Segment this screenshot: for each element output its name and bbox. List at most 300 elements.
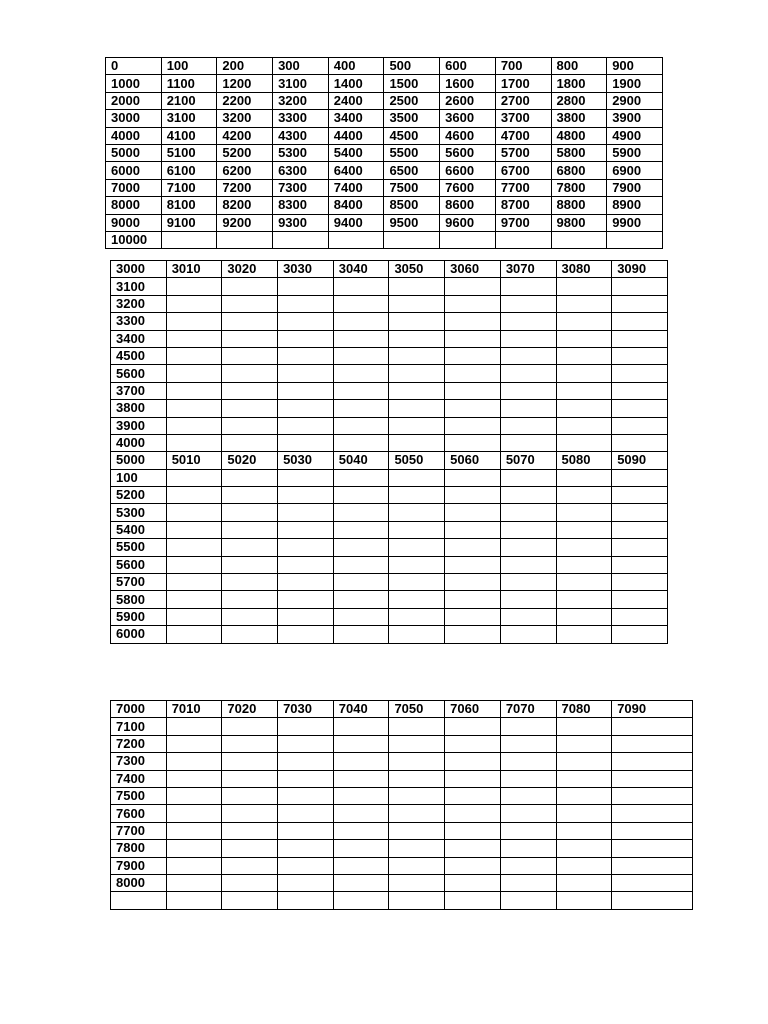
table-cell <box>278 487 334 504</box>
table-cell: 4900 <box>607 127 663 144</box>
table-cell <box>333 574 389 591</box>
table-cell: 4000 <box>106 127 162 144</box>
table-cell: 3800 <box>551 110 607 127</box>
table-cell <box>166 487 222 504</box>
table-row <box>111 718 693 735</box>
table-cell <box>333 434 389 451</box>
table-row <box>111 787 693 804</box>
table-cell <box>612 857 693 874</box>
table-cell: 900 <box>607 58 663 75</box>
table-cell: 8300 <box>273 197 329 214</box>
table-cell <box>389 822 445 839</box>
table-cell <box>333 892 389 909</box>
table-row <box>111 608 668 625</box>
table-cell: 7020 <box>222 701 278 718</box>
table-cell <box>166 330 222 347</box>
table-cell <box>389 330 445 347</box>
table-cell: 6400 <box>328 162 384 179</box>
table-cell <box>612 295 668 312</box>
table-cell <box>166 313 222 330</box>
table-row <box>111 556 668 573</box>
table-cell: 5600 <box>440 144 496 161</box>
table-row <box>106 179 663 196</box>
table-cell: 3300 <box>111 313 167 330</box>
table-cell <box>278 840 334 857</box>
table-cell: 1100 <box>161 75 217 92</box>
table-cell: 2500 <box>384 92 440 109</box>
table-cell: 3100 <box>273 75 329 92</box>
table-cell <box>612 805 693 822</box>
table-cell: 3000 <box>111 261 167 278</box>
table-row <box>106 214 663 231</box>
table-cell: 700 <box>495 58 551 75</box>
table-cell <box>500 417 556 434</box>
table-cell <box>612 330 668 347</box>
table-cell <box>333 718 389 735</box>
table-row <box>111 261 668 278</box>
table-cell <box>384 231 440 248</box>
table-cell <box>556 556 612 573</box>
table-cell: 3100 <box>111 278 167 295</box>
table-cell <box>278 469 334 486</box>
table-cell <box>445 753 501 770</box>
table-cell: 9200 <box>217 214 273 231</box>
table-cell <box>166 787 222 804</box>
table-cell <box>556 469 612 486</box>
table-cell: 2800 <box>551 92 607 109</box>
table-cell: 200 <box>217 58 273 75</box>
table-cell <box>278 805 334 822</box>
table-cell: 2700 <box>495 92 551 109</box>
table-cell: 4300 <box>273 127 329 144</box>
table-cell <box>612 787 693 804</box>
table-cell: 7300 <box>111 753 167 770</box>
table-cell <box>612 735 693 752</box>
table-cell: 7800 <box>551 179 607 196</box>
table-cell: 3600 <box>440 110 496 127</box>
table-cell: 3900 <box>607 110 663 127</box>
table-cell <box>556 295 612 312</box>
table-cell: 3400 <box>328 110 384 127</box>
table-cell <box>556 574 612 591</box>
table-cell: 6300 <box>273 162 329 179</box>
table-cell <box>500 556 556 573</box>
table-cell <box>222 278 278 295</box>
table-cell <box>612 400 668 417</box>
table-cell: 7900 <box>607 179 663 196</box>
table-cell: 8000 <box>106 197 162 214</box>
table-row <box>111 347 668 364</box>
table-cell <box>445 805 501 822</box>
table-row <box>111 521 668 538</box>
table-cell <box>500 278 556 295</box>
table-cell: 2400 <box>328 92 384 109</box>
table-cell: 5300 <box>111 504 167 521</box>
table-cell: 5030 <box>278 452 334 469</box>
table-row <box>111 504 668 521</box>
table-cell <box>612 504 668 521</box>
table-cell <box>445 417 501 434</box>
table-cell <box>333 365 389 382</box>
table-cell: 5400 <box>328 144 384 161</box>
table-cell <box>166 718 222 735</box>
table-cell <box>166 626 222 643</box>
table-cell: 4700 <box>495 127 551 144</box>
table-cell: 0 <box>106 58 162 75</box>
table-cell <box>556 857 612 874</box>
table-cell <box>166 591 222 608</box>
table-cell <box>222 347 278 364</box>
table-cell <box>328 231 384 248</box>
table-cell <box>500 822 556 839</box>
table-cell <box>166 417 222 434</box>
table-cell: 3080 <box>556 261 612 278</box>
table-cell: 7500 <box>384 179 440 196</box>
table-row <box>106 110 663 127</box>
table-row <box>111 452 668 469</box>
table-cell <box>556 840 612 857</box>
table-cell <box>612 822 693 839</box>
table-cell <box>556 718 612 735</box>
table-cell <box>500 469 556 486</box>
table-row <box>106 92 663 109</box>
table-cell <box>333 400 389 417</box>
table-cell <box>556 365 612 382</box>
table-cell <box>445 400 501 417</box>
table-cell <box>222 608 278 625</box>
table-cell <box>612 770 693 787</box>
table-cell <box>166 840 222 857</box>
table-cell <box>222 521 278 538</box>
table-row <box>111 487 668 504</box>
table-cell <box>278 330 334 347</box>
table-cell <box>389 787 445 804</box>
table-cell <box>278 608 334 625</box>
table-cell <box>278 626 334 643</box>
table-cell <box>278 521 334 538</box>
table-row <box>111 382 668 399</box>
table-cell: 1900 <box>607 75 663 92</box>
table-cell <box>166 295 222 312</box>
table-cell <box>556 892 612 909</box>
table-cell <box>166 365 222 382</box>
table-cell <box>500 539 556 556</box>
table-cell: 2100 <box>161 92 217 109</box>
table-cell: 7080 <box>556 701 612 718</box>
table-cell <box>551 231 607 248</box>
table-cell <box>222 770 278 787</box>
table-cell: 1800 <box>551 75 607 92</box>
table-cell: 7700 <box>495 179 551 196</box>
table-cell <box>333 787 389 804</box>
table-cell <box>500 735 556 752</box>
table-cell <box>278 313 334 330</box>
table-cell <box>389 539 445 556</box>
table-cell <box>278 735 334 752</box>
table-row <box>111 469 668 486</box>
table-cell <box>612 434 668 451</box>
table-cell <box>166 608 222 625</box>
table-cell: 6200 <box>217 162 273 179</box>
table-cell: 9500 <box>384 214 440 231</box>
table-cell <box>333 382 389 399</box>
table-row <box>106 58 663 75</box>
table-cell: 5800 <box>551 144 607 161</box>
table-cell <box>333 521 389 538</box>
table-cell: 5500 <box>384 144 440 161</box>
table-cell: 3800 <box>111 400 167 417</box>
table-cell: 300 <box>273 58 329 75</box>
table-cell <box>612 718 693 735</box>
table-cell: 8500 <box>384 197 440 214</box>
table-cell <box>445 608 501 625</box>
table-row <box>111 539 668 556</box>
table-cell <box>273 231 329 248</box>
table-row <box>111 365 668 382</box>
table-cell <box>166 556 222 573</box>
table-cell <box>389 591 445 608</box>
table-row <box>111 574 668 591</box>
table-cell <box>500 400 556 417</box>
table-cell <box>445 822 501 839</box>
table-cell <box>495 231 551 248</box>
table-cell: 7100 <box>111 718 167 735</box>
table-cell: 5700 <box>495 144 551 161</box>
table-cell <box>445 347 501 364</box>
tens-chart-3000-6000-table <box>110 260 668 644</box>
table-cell <box>612 574 668 591</box>
table-cell: 7400 <box>111 770 167 787</box>
table-cell <box>612 365 668 382</box>
table-cell <box>222 626 278 643</box>
table-cell: 5020 <box>222 452 278 469</box>
table-cell: 7600 <box>111 805 167 822</box>
table-cell <box>389 417 445 434</box>
table-cell <box>556 805 612 822</box>
table-cell <box>556 504 612 521</box>
table-cell: 4600 <box>440 127 496 144</box>
table-cell <box>333 840 389 857</box>
table-cell <box>389 382 445 399</box>
table-cell: 500 <box>384 58 440 75</box>
table-cell <box>612 874 693 891</box>
table-cell <box>166 278 222 295</box>
table-cell <box>445 504 501 521</box>
table-cell <box>500 787 556 804</box>
table-row <box>111 770 693 787</box>
table-cell <box>440 231 496 248</box>
table-cell: 5070 <box>500 452 556 469</box>
table-cell: 3300 <box>273 110 329 127</box>
table-cell <box>500 857 556 874</box>
table-cell: 3100 <box>161 110 217 127</box>
table-cell: 8700 <box>495 197 551 214</box>
table-cell <box>389 805 445 822</box>
table-cell: 3200 <box>111 295 167 312</box>
table-cell <box>556 735 612 752</box>
table-cell <box>389 347 445 364</box>
table-cell <box>333 608 389 625</box>
table-cell <box>333 278 389 295</box>
table-cell: 6000 <box>106 162 162 179</box>
table-cell <box>500 295 556 312</box>
table-cell <box>612 521 668 538</box>
table-cell <box>445 718 501 735</box>
table-cell: 3070 <box>500 261 556 278</box>
table-cell: 7200 <box>217 179 273 196</box>
table-cell: 7010 <box>166 701 222 718</box>
table-cell <box>222 591 278 608</box>
table-cell: 5900 <box>607 144 663 161</box>
table-cell <box>166 382 222 399</box>
table-cell: 8400 <box>328 197 384 214</box>
table-cell <box>278 591 334 608</box>
table-row <box>111 805 693 822</box>
table-cell <box>222 753 278 770</box>
table-cell: 7300 <box>273 179 329 196</box>
table-cell: 7100 <box>161 179 217 196</box>
table-cell: 5800 <box>111 591 167 608</box>
table-cell <box>445 434 501 451</box>
table-cell: 3200 <box>217 110 273 127</box>
table-cell <box>445 521 501 538</box>
table-cell: 7600 <box>440 179 496 196</box>
table-cell <box>333 626 389 643</box>
table-cell <box>166 574 222 591</box>
table-row <box>111 840 693 857</box>
table-cell <box>389 504 445 521</box>
table-cell <box>222 487 278 504</box>
table-cell <box>500 504 556 521</box>
table-cell <box>333 295 389 312</box>
table-cell <box>278 347 334 364</box>
table-cell: 9900 <box>607 214 663 231</box>
table-cell: 5400 <box>111 521 167 538</box>
table-cell <box>222 330 278 347</box>
table-cell: 3900 <box>111 417 167 434</box>
table-cell: 7000 <box>111 701 167 718</box>
table-cell <box>556 521 612 538</box>
table-cell <box>222 857 278 874</box>
table-cell: 5090 <box>612 452 668 469</box>
table-cell <box>333 874 389 891</box>
table-cell <box>222 365 278 382</box>
table-cell: 6600 <box>440 162 496 179</box>
table-cell: 3040 <box>333 261 389 278</box>
table-cell <box>389 840 445 857</box>
table-cell <box>389 487 445 504</box>
table-cell: 9700 <box>495 214 551 231</box>
table-cell <box>278 787 334 804</box>
table-cell <box>278 857 334 874</box>
table-cell: 6900 <box>607 162 663 179</box>
table-cell: 4100 <box>161 127 217 144</box>
table-cell <box>612 313 668 330</box>
table-cell <box>278 718 334 735</box>
table-cell <box>166 735 222 752</box>
table-cell <box>278 504 334 521</box>
table-cell <box>333 539 389 556</box>
table-cell: 5100 <box>161 144 217 161</box>
table-cell: 5000 <box>111 452 167 469</box>
table-cell <box>556 539 612 556</box>
table-cell: 5900 <box>111 608 167 625</box>
table-cell: 5040 <box>333 452 389 469</box>
table-cell <box>278 753 334 770</box>
table-cell <box>445 591 501 608</box>
table-cell <box>445 892 501 909</box>
table-row <box>111 626 668 643</box>
table-cell <box>612 753 693 770</box>
table-cell <box>500 770 556 787</box>
table-cell <box>278 822 334 839</box>
table-cell: 6000 <box>111 626 167 643</box>
table-cell <box>500 365 556 382</box>
table-cell: 4200 <box>217 127 273 144</box>
table-cell <box>166 874 222 891</box>
table-cell: 7400 <box>328 179 384 196</box>
table-cell <box>166 892 222 909</box>
table-cell: 3030 <box>278 261 334 278</box>
table-cell <box>445 382 501 399</box>
table-cell <box>612 382 668 399</box>
table-cell: 8200 <box>217 197 273 214</box>
table-cell <box>166 400 222 417</box>
table-cell: 7000 <box>106 179 162 196</box>
table-cell: 3050 <box>389 261 445 278</box>
table-cell: 600 <box>440 58 496 75</box>
table-cell <box>389 313 445 330</box>
table-cell <box>333 504 389 521</box>
table-cell <box>222 892 278 909</box>
table-cell: 1000 <box>106 75 162 92</box>
table-cell <box>445 469 501 486</box>
table-cell <box>222 539 278 556</box>
table-cell: 5300 <box>273 144 329 161</box>
table-cell <box>500 626 556 643</box>
table-cell: 6100 <box>161 162 217 179</box>
table-cell <box>389 434 445 451</box>
table-cell: 3400 <box>111 330 167 347</box>
table-row <box>111 874 693 891</box>
table-cell: 4000 <box>111 434 167 451</box>
table-cell <box>333 753 389 770</box>
table-cell: 9800 <box>551 214 607 231</box>
table-cell: 9300 <box>273 214 329 231</box>
table-cell: 100 <box>111 469 167 486</box>
table-cell <box>278 382 334 399</box>
table-cell <box>166 469 222 486</box>
table-cell: 5200 <box>217 144 273 161</box>
table-cell: 7060 <box>445 701 501 718</box>
table-cell <box>445 487 501 504</box>
table-cell <box>445 840 501 857</box>
table-row <box>106 144 663 161</box>
table-cell <box>556 591 612 608</box>
table-cell <box>556 313 612 330</box>
table-cell: 6700 <box>495 162 551 179</box>
table-cell <box>445 313 501 330</box>
table-cell: 1400 <box>328 75 384 92</box>
table-cell <box>333 822 389 839</box>
table-cell <box>222 787 278 804</box>
table-cell <box>278 295 334 312</box>
table-row <box>106 75 663 92</box>
table-cell <box>445 556 501 573</box>
table-cell <box>389 521 445 538</box>
table-cell <box>333 469 389 486</box>
table-cell: 8100 <box>161 197 217 214</box>
